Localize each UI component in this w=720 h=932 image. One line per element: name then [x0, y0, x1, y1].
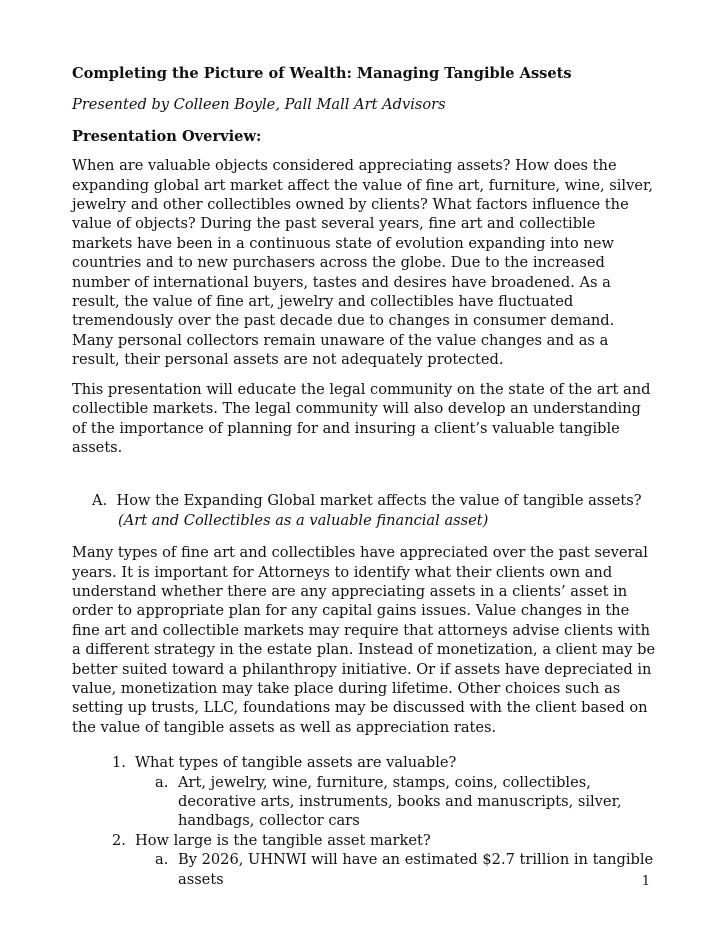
- document-page: [72, 64, 657, 889]
- section-a-heading-block: [92, 491, 657, 530]
- sub-list-item-text: By 2026, UHNWI will have an estimated $2.7 trillion in tangible assets: [178, 851, 654, 888]
- section-a-heading: [92, 491, 657, 510]
- sub-list-item-letter: a.: [155, 851, 169, 869]
- section-a-subheading: (Art and Collectibles as a valuable financial asset): [118, 511, 489, 529]
- list-item: [112, 753, 657, 831]
- page-number: 1: [641, 874, 650, 889]
- sub-list: [135, 773, 657, 831]
- sub-list-item-letter: a.: [155, 773, 169, 791]
- list-item: [112, 831, 657, 889]
- sub-list-item-text: Art, jewelry, wine, furniture, stamps, coins, collectibles, decorative arts, instruments, books and manuscripts, silver, handbags, collector cars: [178, 773, 622, 830]
- list-item-text: How large is the tangible asset market?: [135, 831, 431, 849]
- sub-list: [135, 850, 657, 889]
- overview-paragraph-2: This presentation will educate the legal community on the state of the art and collectible markets. The legal community will also develop an understanding of the importance of planning for and insuring a client’s valuable tangible assets.: [72, 380, 651, 456]
- questions-list: [72, 753, 657, 889]
- list-item-text: What types of tangible assets are valuable?: [135, 754, 457, 772]
- section-a-paragraph: Many types of fine art and collectibles have appreciated over the past several years. It is important for Attorneys to identify what their clients own and understand whether there are any appreciating assets in a clients’ asset in order to appropriate plan for any capital gains issues. Value changes in the fine art and collectible markets may require that attorneys advise clients with a different strategy in the estate plan. Instead of monetization, a client may be better suited toward a philanthropy initiative. Or if assets have depreciated in value, monetization may take place during lifetime. Other choices such as setting up trusts, LLC, foundations may be discussed with the client based on the value of tangible assets as well as appreciation rates.: [72, 544, 656, 736]
- list-item-number: 1.: [112, 754, 126, 772]
- overview-paragraph-1: When are valuable objects considered appreciating assets? How does the expanding global art market affect the value of fine art, furniture, wine, silver, jewelry and other collectibles owned by clients? What factors influence the value of objects? During the past several years, fine art and collectible markets have been in a continuous state of evolution expanding into new countries and to new purchasers across the globe. Due to the increased number of international buyers, tastes and desires have broadened. As a result, the value of fine art, jewelry and collectibles have fluctuated tremendously over the past decade due to changes in consumer demand. Many personal collectors remain unaware of the value changes and as a result, their personal assets are not adequately protected.: [72, 157, 653, 369]
- list-item-number: 2.: [112, 831, 126, 849]
- section-a-heading-text: How the Expanding Global market affects the value of tangible assets?: [116, 492, 642, 510]
- overview-heading: Presentation Overview:: [72, 127, 262, 145]
- sub-list-item: [155, 850, 657, 889]
- document-title: Completing the Picture of Wealth: Managing Tangible Assets: [72, 65, 572, 82]
- document-subtitle: Presented by Colleen Boyle, Pall Mall Art Advisors: [72, 96, 446, 114]
- section-a-label: A.: [92, 492, 108, 510]
- sub-list-item: [155, 773, 657, 831]
